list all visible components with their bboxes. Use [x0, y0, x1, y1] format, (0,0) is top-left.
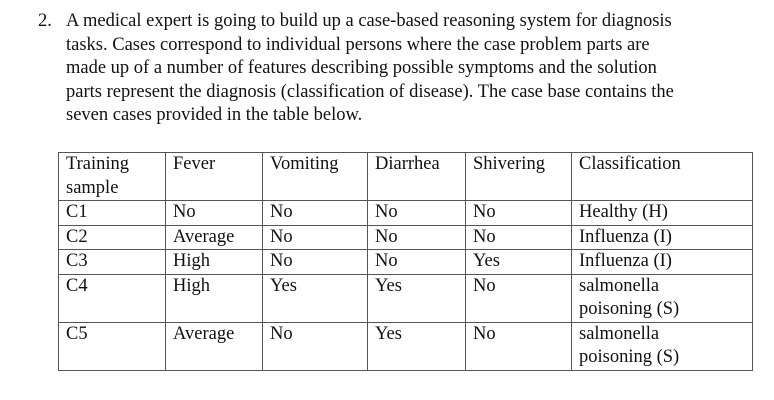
cell-diarrhea: Yes: [368, 274, 466, 322]
cell-vomiting: No: [263, 322, 368, 370]
cell-classification-line2: poisoning (S): [579, 347, 680, 367]
header-vomiting: Vomiting: [263, 153, 368, 201]
cell-diarrhea: No: [368, 225, 466, 250]
cell-shivering: No: [466, 274, 572, 322]
cell-shivering: No: [466, 225, 572, 250]
table-row: [59, 250, 753, 275]
header-shivering: Shivering: [466, 153, 572, 201]
cell-vomiting: No: [263, 201, 368, 226]
cell-classification: Influenza (I): [572, 250, 753, 275]
question-line: A medical expert is going to build up a case-based reasoning system for diagnosis: [66, 11, 672, 31]
cell-classification: Healthy (H): [572, 201, 753, 226]
cell-sample: C1: [59, 201, 166, 226]
cell-shivering: Yes: [466, 250, 572, 275]
header-training-sample-line2: sample: [66, 177, 119, 198]
question-number: 2.: [38, 11, 52, 31]
question-line: parts represent the diagnosis (classification of disease). The case base contains the: [66, 81, 674, 102]
table-row: [59, 201, 753, 226]
header-diarrhea: Diarrhea: [368, 153, 466, 201]
cell-diarrhea: No: [368, 201, 466, 226]
table-row: [59, 225, 753, 250]
cell-classification-line2: poisoning (S): [579, 299, 680, 319]
header-training-sample-line1: Training: [66, 154, 130, 174]
cell-shivering: No: [466, 201, 572, 226]
cell-classification-line1: salmonella: [579, 323, 660, 344]
cell-classification: [572, 274, 753, 322]
cell-vomiting: No: [263, 250, 368, 275]
cell-vomiting: Yes: [263, 274, 368, 322]
cell-fever: High: [166, 250, 263, 275]
question-line: tasks. Cases correspond to individual persons where the case problem parts are: [66, 34, 650, 55]
cell-classification: [572, 322, 753, 370]
cell-diarrhea: No: [368, 250, 466, 275]
table-row: [59, 322, 753, 370]
table-row: [59, 274, 753, 322]
cell-fever: No: [166, 201, 263, 226]
question-text: [66, 10, 738, 128]
question-line: made up of a number of features describing possible symptoms and the solution: [66, 58, 657, 78]
cell-sample: C3: [59, 250, 166, 275]
question-line: seven cases provided in the table below.: [66, 105, 363, 125]
table-header-row: [59, 153, 753, 201]
cell-shivering: No: [466, 322, 572, 370]
cell-diarrhea: Yes: [368, 322, 466, 370]
cell-vomiting: No: [263, 225, 368, 250]
cell-fever: Average: [166, 322, 263, 370]
case-base-table: [58, 152, 753, 371]
cell-sample: C4: [59, 274, 166, 322]
question-block: [38, 10, 738, 128]
header-training-sample: [59, 153, 166, 201]
header-classification: Classification: [572, 153, 753, 201]
cell-classification: Influenza (I): [572, 225, 753, 250]
cell-sample: C5: [59, 322, 166, 370]
cell-fever: Average: [166, 225, 263, 250]
cell-fever: High: [166, 274, 263, 322]
cell-classification-line1: salmonella: [579, 275, 660, 296]
header-fever: Fever: [166, 153, 263, 201]
cell-sample: C2: [59, 225, 166, 250]
